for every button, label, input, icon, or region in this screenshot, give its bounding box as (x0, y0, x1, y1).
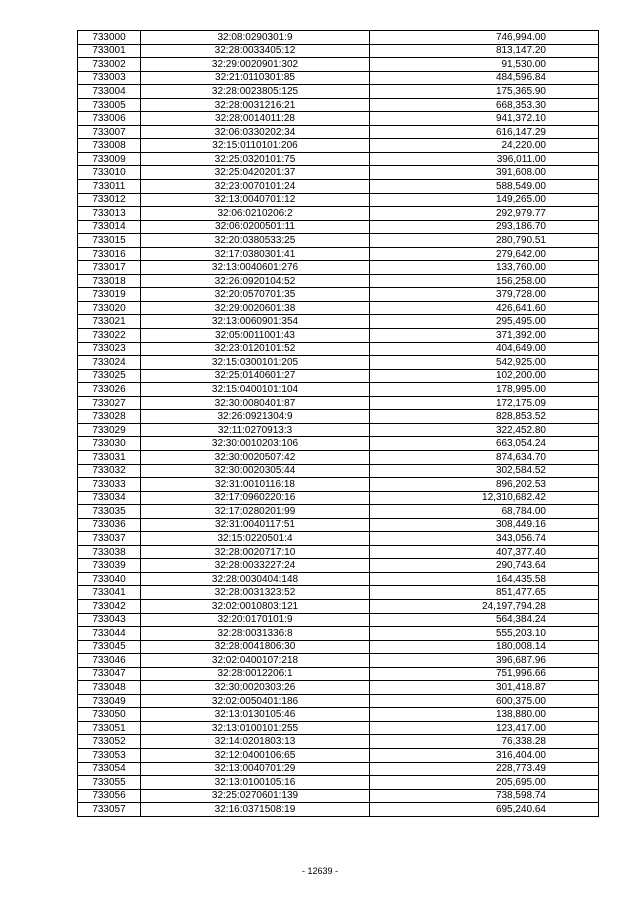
amount-cell: 301,418.87 (370, 681, 599, 695)
cadastral-number-cell: 32:13:0040701:12 (141, 193, 370, 207)
amount-cell: 600,375.00 (370, 694, 599, 708)
cadastral-number-cell: 32:28:0041806:30 (141, 640, 370, 654)
cadastral-number-cell: 32:23:0120101:52 (141, 342, 370, 356)
amount-cell: 76,338.28 (370, 735, 599, 749)
table-row (78, 112, 599, 126)
amount-cell: 178,995.00 (370, 383, 599, 397)
cadastral-number-cell: 32:23:0070101:24 (141, 180, 370, 194)
record-id-cell: 733015 (78, 234, 141, 248)
table-row (78, 301, 599, 315)
record-id-cell: 733026 (78, 383, 141, 397)
cadastral-number-cell: 32:28:0023805:125 (141, 85, 370, 99)
table-row (78, 329, 599, 343)
record-id-cell: 733013 (78, 207, 141, 221)
table-row (78, 423, 599, 437)
table-row (78, 58, 599, 72)
table-row (78, 31, 599, 45)
table-row (78, 599, 599, 613)
record-id-cell: 733047 (78, 667, 141, 681)
table-row (78, 288, 599, 302)
amount-cell: 851,477.65 (370, 586, 599, 600)
record-id-cell: 733050 (78, 708, 141, 722)
table-row (78, 721, 599, 735)
record-id-cell: 733009 (78, 152, 141, 166)
cadastral-number-cell: 32:31:0010116:18 (141, 478, 370, 492)
record-id-cell: 733053 (78, 748, 141, 762)
cadastral-number-cell: 32:15:0300101:205 (141, 356, 370, 370)
record-id-cell: 733006 (78, 112, 141, 126)
record-id-cell: 733049 (78, 694, 141, 708)
record-id-cell: 733034 (78, 491, 141, 505)
amount-cell: 280,790.51 (370, 234, 599, 248)
table-row (78, 505, 599, 519)
cadastral-number-cell: 32:16:0371508:19 (141, 803, 370, 817)
amount-cell: 149,265.00 (370, 193, 599, 207)
cadastral-number-cell: 32:15:0220501:4 (141, 532, 370, 546)
record-id-cell: 733052 (78, 735, 141, 749)
record-id-cell: 733016 (78, 247, 141, 261)
table-row (78, 681, 599, 695)
amount-cell: 379,728.00 (370, 288, 599, 302)
amount-cell: 941,372.10 (370, 112, 599, 126)
record-id-cell: 733008 (78, 139, 141, 153)
amount-cell: 290,743.64 (370, 559, 599, 573)
record-id-cell: 733001 (78, 44, 141, 58)
table-row (78, 274, 599, 288)
cadastral-number-cell: 32:06:0330202:34 (141, 125, 370, 139)
table-row (78, 247, 599, 261)
amount-cell: 123,417.00 (370, 721, 599, 735)
record-id-cell: 733042 (78, 599, 141, 613)
cadastral-number-cell: 32:30:0020305:44 (141, 464, 370, 478)
table-row (78, 654, 599, 668)
amount-cell: 391,608.00 (370, 166, 599, 180)
record-id-cell: 733054 (78, 762, 141, 776)
record-id-cell: 733010 (78, 166, 141, 180)
cadastral-number-cell: 32:28:0012206:1 (141, 667, 370, 681)
cadastral-number-cell: 32:30:0010203:106 (141, 437, 370, 451)
record-id-cell: 733033 (78, 478, 141, 492)
table-row (78, 613, 599, 627)
table-row (78, 356, 599, 370)
cadastral-number-cell: 32:17:0960220:16 (141, 491, 370, 505)
records-table (77, 30, 599, 817)
record-id-cell: 733035 (78, 505, 141, 519)
cadastral-number-cell: 32:12:0400106:65 (141, 748, 370, 762)
cadastral-number-cell: 32:26:0921304:9 (141, 410, 370, 424)
record-id-cell: 733031 (78, 450, 141, 464)
record-id-cell: 733002 (78, 58, 141, 72)
table-row (78, 44, 599, 58)
record-id-cell: 733037 (78, 532, 141, 546)
record-id-cell: 733023 (78, 342, 141, 356)
cadastral-number-cell: 32:14:0201803:13 (141, 735, 370, 749)
amount-cell: 668,353.30 (370, 98, 599, 112)
record-id-cell: 733028 (78, 410, 141, 424)
cadastral-number-cell: 32:28:0014011:28 (141, 112, 370, 126)
table-row (78, 261, 599, 275)
cadastral-number-cell: 32:13:0040601:276 (141, 261, 370, 275)
amount-cell: 24,220.00 (370, 139, 599, 153)
cadastral-number-cell: 32:30:0020507:42 (141, 450, 370, 464)
amount-cell: 663,054.24 (370, 437, 599, 451)
amount-cell: 738,598.74 (370, 789, 599, 803)
amount-cell: 343,056.74 (370, 532, 599, 546)
amount-cell: 133,760.00 (370, 261, 599, 275)
amount-cell: 564,384.24 (370, 613, 599, 627)
amount-cell: 102,200.00 (370, 369, 599, 383)
table-row (78, 125, 599, 139)
amount-cell: 302,584.52 (370, 464, 599, 478)
cadastral-number-cell: 32:25:0140601:27 (141, 369, 370, 383)
amount-cell: 396,011.00 (370, 152, 599, 166)
amount-cell: 279,642.00 (370, 247, 599, 261)
amount-cell: 751,996.66 (370, 667, 599, 681)
cadastral-number-cell: 32:29:0020601:38 (141, 301, 370, 315)
record-id-cell: 733036 (78, 518, 141, 532)
amount-cell: 24,197,794.28 (370, 599, 599, 613)
record-id-cell: 733039 (78, 559, 141, 573)
amount-cell: 588,549.00 (370, 180, 599, 194)
table-row (78, 71, 599, 85)
amount-cell: 68,784.00 (370, 505, 599, 519)
table-row (78, 776, 599, 790)
table-row (78, 708, 599, 722)
record-id-cell: 733044 (78, 627, 141, 641)
table-row (78, 180, 599, 194)
record-id-cell: 733038 (78, 545, 141, 559)
amount-cell: 555,203.10 (370, 627, 599, 641)
cadastral-number-cell: 32:13:0100101:255 (141, 721, 370, 735)
table-row (78, 762, 599, 776)
cadastral-number-cell: 32:21:0110301:85 (141, 71, 370, 85)
record-id-cell: 733055 (78, 776, 141, 790)
amount-cell: 874,634.70 (370, 450, 599, 464)
record-id-cell: 733005 (78, 98, 141, 112)
amount-cell: 205,695.00 (370, 776, 599, 790)
table-row (78, 139, 599, 153)
record-id-cell: 733041 (78, 586, 141, 600)
table-row (78, 342, 599, 356)
table-row (78, 586, 599, 600)
table-row (78, 369, 599, 383)
cadastral-number-cell: 32:29:0020901:302 (141, 58, 370, 72)
amount-cell: 746,994.00 (370, 31, 599, 45)
table-row (78, 220, 599, 234)
table-row (78, 532, 599, 546)
table-row (78, 545, 599, 559)
record-id-cell: 733048 (78, 681, 141, 695)
amount-cell: 404,649.00 (370, 342, 599, 356)
record-id-cell: 733021 (78, 315, 141, 329)
cadastral-number-cell: 32:17:0380301:41 (141, 247, 370, 261)
amount-cell: 371,392.00 (370, 329, 599, 343)
amount-cell: 813,147.20 (370, 44, 599, 58)
cadastral-number-cell: 32:28:0033227:24 (141, 559, 370, 573)
record-id-cell: 733030 (78, 437, 141, 451)
record-id-cell: 733018 (78, 274, 141, 288)
cadastral-number-cell: 32:02:0050401:186 (141, 694, 370, 708)
table-row (78, 450, 599, 464)
record-id-cell: 733011 (78, 180, 141, 194)
table-row (78, 383, 599, 397)
table-row (78, 640, 599, 654)
record-id-cell: 733032 (78, 464, 141, 478)
cadastral-number-cell: 32:06:0210206:2 (141, 207, 370, 221)
cadastral-number-cell: 32:28:0031336:8 (141, 627, 370, 641)
table-row (78, 437, 599, 451)
amount-cell: 426,641.60 (370, 301, 599, 315)
record-id-cell: 733000 (78, 31, 141, 45)
records-table-body (78, 31, 599, 817)
amount-cell: 396,687.96 (370, 654, 599, 668)
page-number: - 12639 - (301, 866, 339, 876)
amount-cell: 542,925.00 (370, 356, 599, 370)
cadastral-number-cell: 32:28:0033405:12 (141, 44, 370, 58)
record-id-cell: 733040 (78, 572, 141, 586)
cadastral-number-cell: 32:13:0060901:354 (141, 315, 370, 329)
record-id-cell: 733029 (78, 423, 141, 437)
amount-cell: 316,404.00 (370, 748, 599, 762)
cadastral-number-cell: 32:13:0100105:16 (141, 776, 370, 790)
record-id-cell: 733045 (78, 640, 141, 654)
table-row (78, 234, 599, 248)
cadastral-number-cell: 32:08:0290301:9 (141, 31, 370, 45)
table-row (78, 803, 599, 817)
amount-cell: 295,495.00 (370, 315, 599, 329)
cadastral-number-cell: 32:25:0320101:75 (141, 152, 370, 166)
amount-cell: 695,240.64 (370, 803, 599, 817)
cadastral-number-cell: 32:15:0110101:206 (141, 139, 370, 153)
cadastral-number-cell: 32:06:0200501:11 (141, 220, 370, 234)
cadastral-number-cell: 32:28:0031323:52 (141, 586, 370, 600)
cadastral-number-cell: 32:17:0280201:99 (141, 505, 370, 519)
cadastral-number-cell: 32:28:0020717:10 (141, 545, 370, 559)
amount-cell: 91,530.00 (370, 58, 599, 72)
cadastral-number-cell: 32:25:0270601:139 (141, 789, 370, 803)
record-id-cell: 733024 (78, 356, 141, 370)
record-id-cell: 733043 (78, 613, 141, 627)
record-id-cell: 733046 (78, 654, 141, 668)
cadastral-number-cell: 32:20:0170101:9 (141, 613, 370, 627)
amount-cell: 293,186.70 (370, 220, 599, 234)
amount-cell: 156,258.00 (370, 274, 599, 288)
table-row (78, 478, 599, 492)
table-row (78, 193, 599, 207)
amount-cell: 228,773.49 (370, 762, 599, 776)
amount-cell: 616,147.29 (370, 125, 599, 139)
table-row (78, 667, 599, 681)
table-row (78, 789, 599, 803)
amount-cell: 308,449.16 (370, 518, 599, 532)
amount-cell: 322,452.80 (370, 423, 599, 437)
table-row (78, 491, 599, 505)
record-id-cell: 733057 (78, 803, 141, 817)
table-row (78, 464, 599, 478)
table-row (78, 694, 599, 708)
cadastral-number-cell: 32:05:0011001:43 (141, 329, 370, 343)
cadastral-number-cell: 32:13:0130105:46 (141, 708, 370, 722)
record-id-cell: 733027 (78, 396, 141, 410)
cadastral-number-cell: 32:25:0420201:37 (141, 166, 370, 180)
record-id-cell: 733004 (78, 85, 141, 99)
cadastral-number-cell: 32:28:0031216:21 (141, 98, 370, 112)
cadastral-number-cell: 32:11:0270913:3 (141, 423, 370, 437)
table-row (78, 315, 599, 329)
cadastral-number-cell: 32:02:0010803:121 (141, 599, 370, 613)
record-id-cell: 733003 (78, 71, 141, 85)
table-row (78, 85, 599, 99)
table-row (78, 152, 599, 166)
record-id-cell: 733025 (78, 369, 141, 383)
record-id-cell: 733051 (78, 721, 141, 735)
cadastral-number-cell: 32:31:0040117:51 (141, 518, 370, 532)
cadastral-number-cell: 32:20:0380533:25 (141, 234, 370, 248)
cadastral-number-cell: 32:28:0030404:148 (141, 572, 370, 586)
table-row (78, 98, 599, 112)
table-row (78, 518, 599, 532)
amount-cell: 180,008.14 (370, 640, 599, 654)
record-id-cell: 733056 (78, 789, 141, 803)
cadastral-number-cell: 32:26:0920104:52 (141, 274, 370, 288)
amount-cell: 292,979.77 (370, 207, 599, 221)
amount-cell: 172,175.09 (370, 396, 599, 410)
amount-cell: 138,880.00 (370, 708, 599, 722)
amount-cell: 12,310,682.42 (370, 491, 599, 505)
table-row (78, 396, 599, 410)
table-row (78, 166, 599, 180)
record-id-cell: 733012 (78, 193, 141, 207)
amount-cell: 407,377.40 (370, 545, 599, 559)
amount-cell: 175,365.90 (370, 85, 599, 99)
record-id-cell: 733020 (78, 301, 141, 315)
cadastral-number-cell: 32:13:0040701:29 (141, 762, 370, 776)
amount-cell: 828,853.52 (370, 410, 599, 424)
cadastral-number-cell: 32:15:0400101:104 (141, 383, 370, 397)
record-id-cell: 733017 (78, 261, 141, 275)
record-id-cell: 733022 (78, 329, 141, 343)
table-row (78, 748, 599, 762)
table-row (78, 572, 599, 586)
record-id-cell: 733014 (78, 220, 141, 234)
cadastral-number-cell: 32:30:0020303:26 (141, 681, 370, 695)
table-row (78, 410, 599, 424)
amount-cell: 484,596.84 (370, 71, 599, 85)
cadastral-number-cell: 32:20:0570701:35 (141, 288, 370, 302)
cadastral-number-cell: 32:02:0400107:218 (141, 654, 370, 668)
table-row (78, 207, 599, 221)
amount-cell: 896,202.53 (370, 478, 599, 492)
cadastral-number-cell: 32:30:0080401:87 (141, 396, 370, 410)
table-row (78, 559, 599, 573)
record-id-cell: 733007 (78, 125, 141, 139)
table-row (78, 627, 599, 641)
record-id-cell: 733019 (78, 288, 141, 302)
table-row (78, 735, 599, 749)
amount-cell: 164,435.58 (370, 572, 599, 586)
